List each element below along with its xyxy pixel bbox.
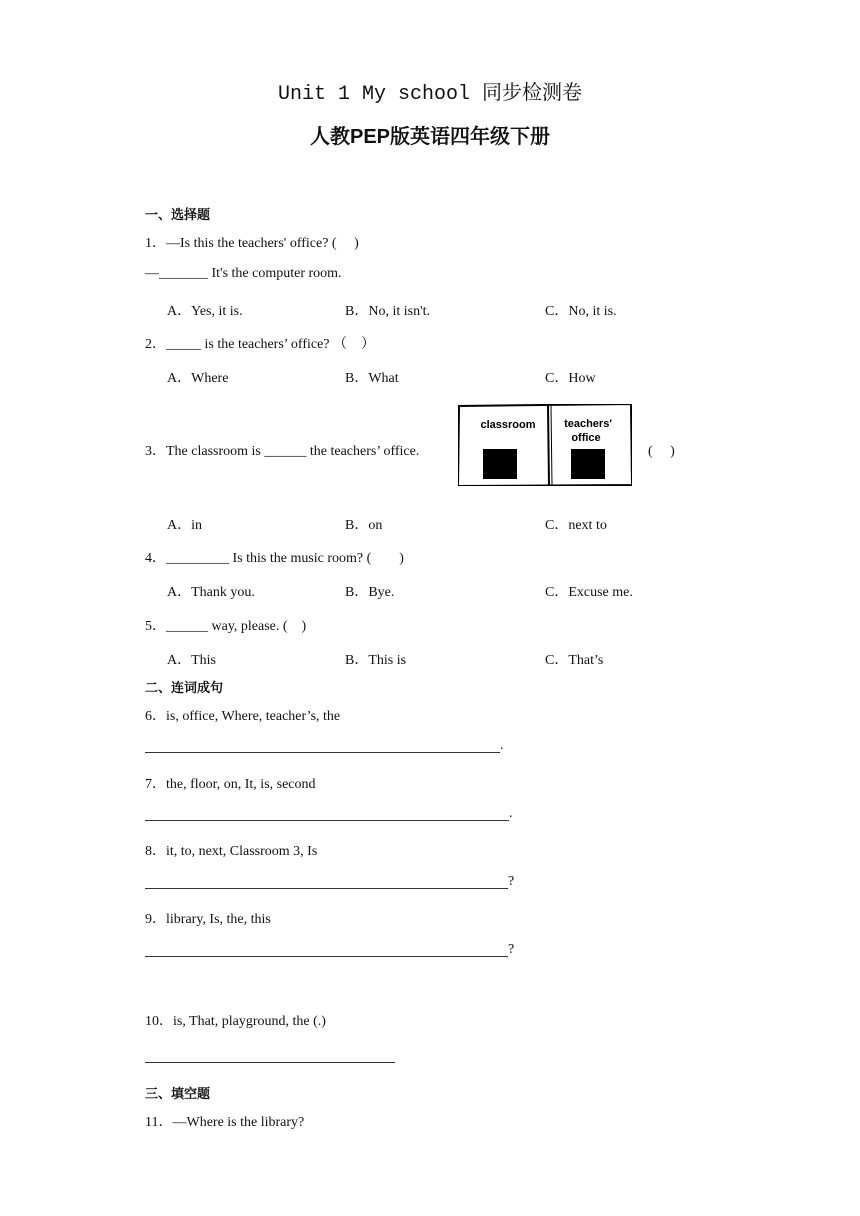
section-heading-choice: 一、选择题 — [145, 207, 211, 222]
question-3-option-c: C．next to — [545, 518, 607, 533]
question-3-answer-paren: ( ) — [648, 444, 675, 459]
figure-label-office: office — [571, 432, 601, 444]
answer-line-9[interactable] — [145, 956, 508, 957]
question-2-option-a: A．Where — [167, 371, 229, 386]
question-1-option-b: B．No, it isn't. — [345, 304, 430, 319]
section-heading-sentence: 二、连词成句 — [145, 680, 224, 695]
question-11-stem: 11．—Where is the library? — [145, 1115, 305, 1130]
question-4-option-c: C．Excuse me. — [545, 585, 633, 600]
question-10-stem: 10．is, That, playground, the (.) — [145, 1014, 326, 1029]
question-4-stem: 4．_________ Is this the music room? ( ) — [145, 551, 404, 566]
answer-line-6-end: . — [500, 738, 504, 753]
section-heading-fill: 三、填空题 — [145, 1086, 211, 1101]
answer-line-8-end: ? — [508, 874, 515, 889]
question-5-stem: 5．______ way, please. ( ) — [145, 619, 307, 634]
question-5-option-c: C．That’s — [545, 653, 604, 668]
question-3-option-b: B．on — [345, 518, 383, 533]
question-1-line2: —_______ It's the computer room. — [145, 266, 342, 281]
classroom-office-figure — [458, 404, 632, 486]
question-4-option-b: B．Bye. — [345, 585, 395, 600]
classroom-door-shape — [483, 449, 517, 479]
answer-line-10[interactable] — [145, 1062, 395, 1063]
question-1-option-c: C．No, it is. — [545, 304, 617, 319]
question-4-option-a: A．Thank you. — [167, 585, 255, 600]
answer-line-7-end: . — [509, 806, 513, 821]
figure-label-teachers: teachers' — [564, 418, 612, 430]
answer-line-8[interactable] — [145, 888, 508, 889]
question-5-option-b: B．This is — [345, 653, 407, 668]
question-2-option-b: B．What — [345, 371, 399, 386]
question-9-stem: 9．library, Is, the, this — [145, 912, 271, 927]
question-2-option-c: C．How — [545, 371, 596, 386]
question-3-option-a: A．in — [167, 518, 202, 533]
question-2-stem: 2．_____ is the teachers’ office? （ ） — [145, 337, 376, 352]
answer-line-7[interactable] — [145, 820, 509, 821]
figure-label-classroom: classroom — [480, 419, 536, 431]
answer-line-9-end: ? — [508, 942, 515, 957]
question-1-option-a: A．Yes, it is. — [167, 304, 243, 319]
answer-line-6[interactable] — [145, 752, 500, 753]
page-title: Unit 1 My school 同步检测卷 — [277, 83, 583, 106]
question-8-stem: 8．it, to, next, Classroom 3, Is — [145, 844, 318, 859]
question-6-stem: 6．is, office, Where, teacher’s, the — [145, 709, 341, 724]
office-door-shape — [571, 449, 605, 479]
question-7-stem: 7．the, floor, on, It, is, second — [145, 777, 316, 792]
question-1-stem: 1．—Is this the teachers' office? ( ) — [145, 236, 359, 251]
question-3-stem: 3．The classroom is ______ the teachers’ office. — [145, 444, 420, 459]
page-subtitle: 人教PEP版英语四年级下册 — [309, 126, 551, 148]
question-5-option-a: A．This — [167, 653, 216, 668]
